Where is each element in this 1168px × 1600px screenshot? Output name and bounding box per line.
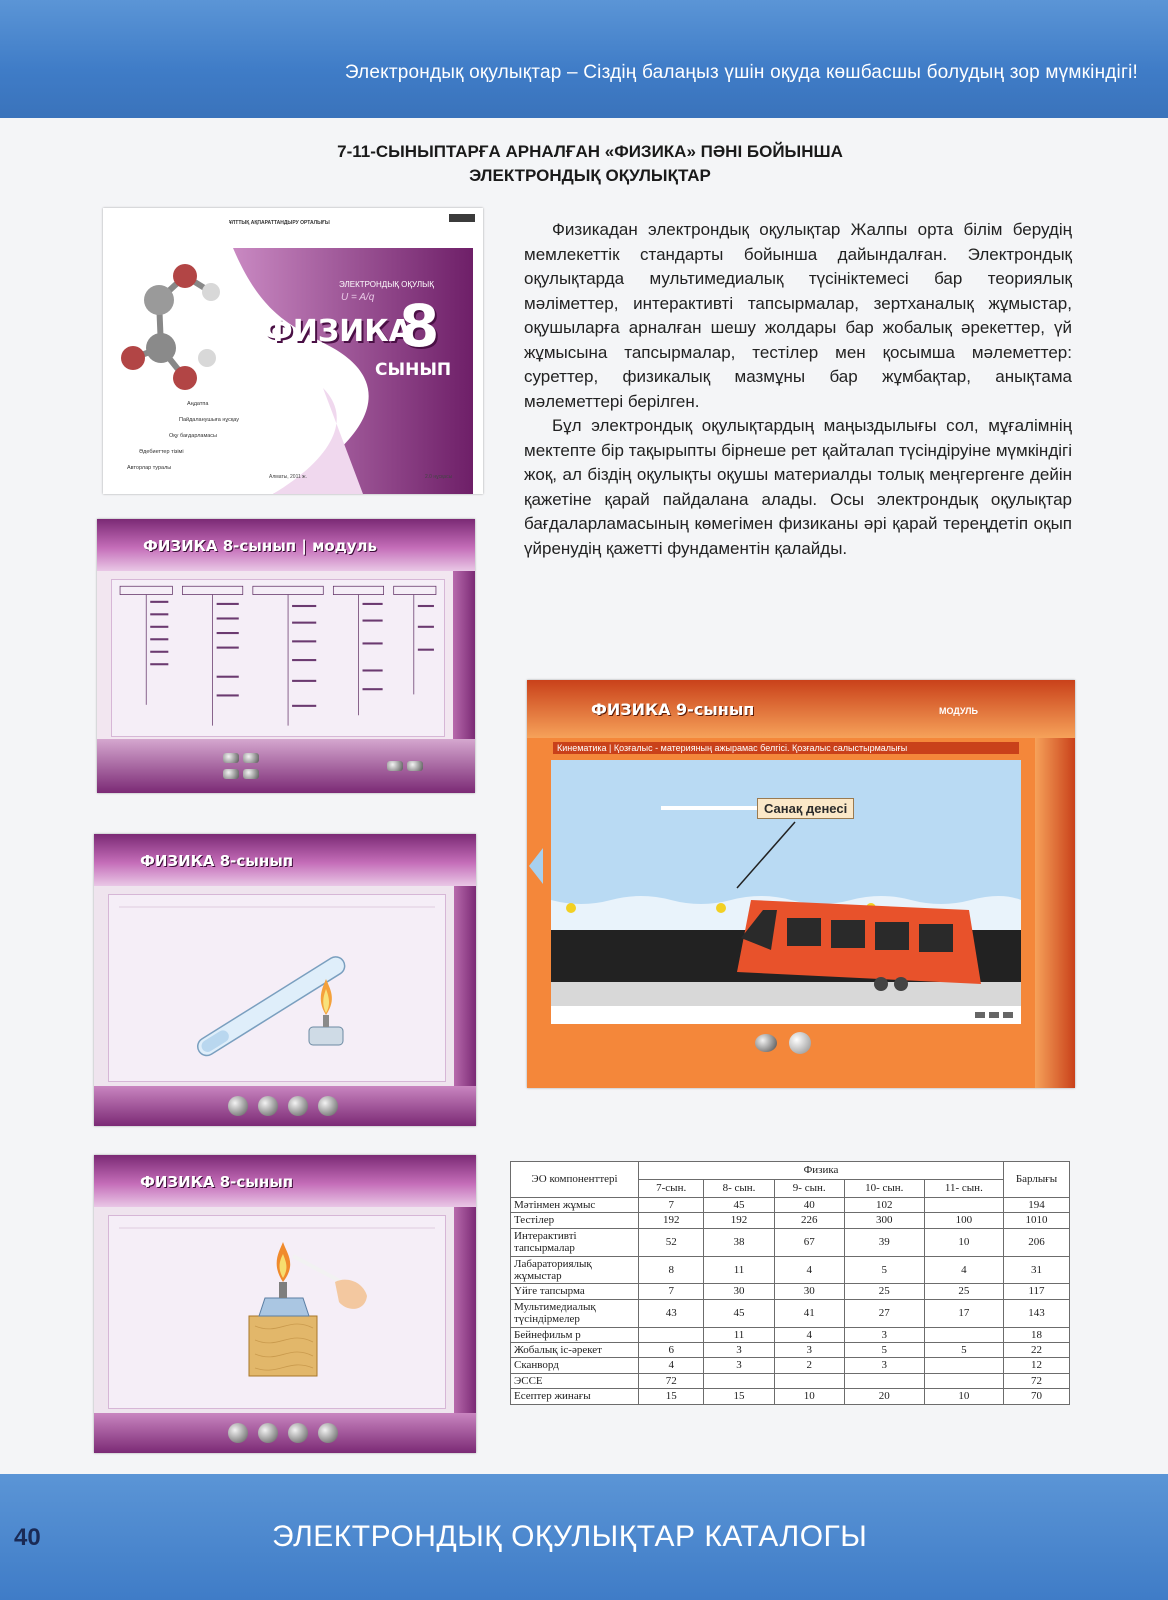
nav-button[interactable]: [387, 761, 403, 771]
col-header-group: Физика: [639, 1162, 1004, 1180]
table-row: [511, 1299, 1070, 1327]
component-name: ЭССЕ: [511, 1373, 639, 1388]
components-table-wrap: [510, 1161, 1070, 1405]
grade-header: 8- сын.: [704, 1180, 774, 1198]
page-title-line-2: ЭЛЕКТРОНДЫҚ ОҚУЛЫҚТАР: [469, 166, 711, 185]
description-paragraph: Бұл электрондық оқулықтардың маңыздылығы сол, мұғалімнің мектепте бір тақырыпты бірнеше рет қайталап түсіндіруіне мүмкіндігі жоқ, ал біздің оқулықты оқушы материалды толық меңгергенге дейін қажетіне қарай пайдалана алады. Осы электрондық оқулықтар бағдаларламасының көмегімен физиканы әрі қарай тереңдетіп оқып үйренудің қажетті фундаментін қалайды.: [524, 416, 1072, 558]
nav-button[interactable]: [407, 761, 423, 771]
count-cell: 7: [639, 1198, 704, 1213]
cover-menu-item[interactable]: Пайдаланушыға нұсқау: [179, 417, 240, 423]
table-row: [511, 1373, 1070, 1388]
count-cell: 226: [774, 1213, 844, 1228]
total-cell: 206: [1004, 1228, 1070, 1256]
count-cell: 192: [704, 1213, 774, 1228]
train-screenshot: [527, 680, 1075, 1088]
count-cell: 25: [844, 1284, 924, 1299]
total-cell: 1010: [1004, 1213, 1070, 1228]
table-row: [511, 1358, 1070, 1373]
count-cell: 5: [844, 1256, 924, 1284]
cover-version: 2.0 нұсқасы: [425, 474, 453, 480]
total-cell: 143: [1004, 1299, 1070, 1327]
film-icon[interactable]: [228, 1423, 248, 1443]
count-cell: 2: [774, 1358, 844, 1373]
cover-city: Алматы, 2011 ж.: [269, 474, 307, 480]
count-cell: [924, 1327, 1003, 1342]
film-icon[interactable]: [755, 1034, 777, 1052]
count-cell: 10: [924, 1389, 1003, 1404]
table-row: [511, 1343, 1070, 1358]
nav-button[interactable]: [223, 753, 239, 763]
total-cell: 72: [1004, 1373, 1070, 1388]
page-title-line-1: 7-11-СЫНЫПТАРҒА АРНАЛҒАН «ФИЗИКА» ПӘНІ БОЙЫНША: [337, 142, 843, 161]
table-row: [511, 1389, 1070, 1404]
component-name: Бейнефильм р: [511, 1327, 639, 1342]
component-name: Мультимедиалық түсіндірмелер: [511, 1299, 639, 1327]
count-cell: 300: [844, 1213, 924, 1228]
test-tube-screenshot: [94, 834, 476, 1126]
count-cell: 38: [704, 1228, 774, 1256]
slogan: Электрондық оқулықтар – Сіздің балаңыз үшін оқуда көшбасшы болудың зор мүмкіндігі!: [344, 62, 1138, 83]
top-banner: [0, 0, 1168, 118]
count-cell: 72: [639, 1373, 704, 1388]
cover-label: ЭЛЕКТРОНДЫҚ ОҚУЛЫҚ: [339, 280, 434, 289]
page-title: [240, 140, 940, 188]
lab-icon[interactable]: [318, 1423, 338, 1443]
table-row: [511, 1284, 1070, 1299]
cover-grade-number: 8: [399, 292, 440, 360]
count-cell: 30: [774, 1284, 844, 1299]
count-cell: 3: [844, 1358, 924, 1373]
train-callout: Санақ денесі: [757, 798, 854, 819]
film-icon[interactable]: [228, 1096, 248, 1116]
component-name: Сканворд: [511, 1358, 639, 1373]
count-cell: 5: [844, 1343, 924, 1358]
col-header-component: ЭО компоненттері: [511, 1162, 639, 1198]
count-cell: [704, 1373, 774, 1388]
component-name: Есептер жинағы: [511, 1389, 639, 1404]
burner-title: ФИЗИКА 8-сынып: [140, 1173, 294, 1191]
magnifier-icon[interactable]: [789, 1032, 811, 1054]
component-name: Тестілер: [511, 1213, 639, 1228]
grade-header: 9- сын.: [774, 1180, 844, 1198]
module-title: ФИЗИКА 8-сынып | модуль: [143, 537, 377, 555]
train-prev-arrow[interactable]: [529, 848, 543, 884]
count-cell: 3: [774, 1343, 844, 1358]
count-cell: [639, 1327, 704, 1342]
cover-screenshot: [103, 208, 483, 494]
component-name: Үйге тапсырма: [511, 1284, 639, 1299]
count-cell: 100: [924, 1213, 1003, 1228]
table-body: [511, 1198, 1070, 1405]
cover-menu-item[interactable]: Авторлар туралы: [127, 465, 172, 471]
count-cell: 25: [924, 1284, 1003, 1299]
count-cell: 39: [844, 1228, 924, 1256]
train-right-sidebar: [1035, 738, 1075, 1088]
count-cell: 102: [844, 1198, 924, 1213]
total-cell: 117: [1004, 1284, 1070, 1299]
module-screenshot: [97, 519, 475, 793]
total-cell: 12: [1004, 1358, 1070, 1373]
magnifier-icon[interactable]: [258, 1096, 278, 1116]
count-cell: 5: [924, 1343, 1003, 1358]
count-cell: [924, 1358, 1003, 1373]
burner-panel: [108, 1215, 446, 1409]
count-cell: [924, 1373, 1003, 1388]
count-cell: 4: [774, 1256, 844, 1284]
train-title: ФИЗИКА 9-сынып: [591, 700, 755, 719]
test-tube-illustration: [109, 895, 445, 1081]
cover-menu-item[interactable]: Оқу бағдарламасы: [169, 433, 218, 439]
component-name: Жобалық іс-әрекет: [511, 1343, 639, 1358]
count-cell: 27: [844, 1299, 924, 1327]
module-panel: [111, 579, 445, 737]
cover-menu-item[interactable]: Әдебиеттер тізімі: [139, 449, 184, 455]
count-cell: 15: [639, 1389, 704, 1404]
count-cell: 8: [639, 1256, 704, 1284]
train-module-label: МОДУЛЬ: [939, 706, 978, 716]
count-cell: 67: [774, 1228, 844, 1256]
count-cell: 10: [924, 1228, 1003, 1256]
module-footer: [97, 739, 475, 793]
count-cell: 40: [774, 1198, 844, 1213]
total-cell: 194: [1004, 1198, 1070, 1213]
count-cell: 43: [639, 1299, 704, 1327]
burner-illustration: [109, 1216, 445, 1408]
page-number: 40: [14, 1524, 41, 1551]
component-name: Мәтінмен жұмыс: [511, 1198, 639, 1213]
count-cell: 7: [639, 1284, 704, 1299]
catalog-title: ЭЛЕКТРОНДЫҚ ОҚУЛЫҚТАР КАТАЛОГЫ: [272, 1520, 868, 1553]
component-name: Интерактивті тапсырмалар: [511, 1228, 639, 1256]
cover-formula: U = A/q: [341, 292, 375, 303]
tools-icon[interactable]: [288, 1423, 308, 1443]
count-cell: [844, 1373, 924, 1388]
total-cell: 31: [1004, 1256, 1070, 1284]
magnifier-icon[interactable]: [258, 1423, 278, 1443]
tube-footer: [94, 1086, 476, 1126]
table-row: [511, 1198, 1070, 1213]
count-cell: [924, 1198, 1003, 1213]
train-breadcrumb: Кинематика | Қозғалыс - материяның ажырамас белгісі. Қозғалыс салыстырмалығы: [553, 742, 1019, 754]
count-cell: 15: [704, 1389, 774, 1404]
count-cell: 20: [844, 1389, 924, 1404]
count-cell: 3: [844, 1327, 924, 1342]
cover-menu: [127, 396, 240, 476]
nav-button[interactable]: [223, 769, 239, 779]
count-cell: 4: [774, 1327, 844, 1342]
count-cell: 17: [924, 1299, 1003, 1327]
count-cell: 10: [774, 1389, 844, 1404]
burner-screenshot: [94, 1155, 476, 1453]
count-cell: [774, 1373, 844, 1388]
grade-header: 11- сын.: [924, 1180, 1003, 1198]
count-cell: 6: [639, 1343, 704, 1358]
table-row: [511, 1213, 1070, 1228]
component-name: Лабараториялық жұмыстар: [511, 1256, 639, 1284]
bottom-banner: [0, 1474, 1168, 1600]
cover-center: ҰЛТТЫҚ АҚПАРАТТАНДЫРУ ОРТАЛЫҒЫ: [229, 220, 330, 226]
grade-header: 7-сын.: [639, 1180, 704, 1198]
count-cell: 45: [704, 1198, 774, 1213]
table-row: [511, 1256, 1070, 1284]
cover-subject: ФИЗИКА: [263, 314, 413, 349]
count-cell: 3: [704, 1358, 774, 1373]
total-cell: 70: [1004, 1389, 1070, 1404]
lab-icon[interactable]: [318, 1096, 338, 1116]
table-row: [511, 1228, 1070, 1256]
burner-footer: [94, 1413, 476, 1453]
count-cell: 52: [639, 1228, 704, 1256]
nav-button[interactable]: [243, 769, 259, 779]
table-row: [511, 1327, 1070, 1342]
cover-menu-item[interactable]: Аңдатпа: [187, 401, 209, 407]
grade-header: 10- сын.: [844, 1180, 924, 1198]
description-paragraph: Физикадан электрондық оқулықтар Жалпы орта білім берудің мемлекеттік стандарты бойынша дайындалған. Электрондық оқулықтарда мультимедиалық түсініктемесі бар теориялық мәліметтер, интерактивті тапсырмалар, зертханалық жұмыстар, оқушыларға арналған шешу жолдары бар жобалық әрекеттер, үй жұмысына тапсырмалар, тестілер мен қосымша мәлеметтер: суреттер, физикалық мазмұны бар жұмбақтар, анықтама мәлеметтері берілген.: [524, 220, 1072, 411]
count-cell: 3: [704, 1343, 774, 1358]
count-cell: 45: [704, 1299, 774, 1327]
count-cell: 4: [639, 1358, 704, 1373]
count-cell: 30: [704, 1284, 774, 1299]
count-cell: 192: [639, 1213, 704, 1228]
total-cell: 18: [1004, 1327, 1070, 1342]
description-text: [524, 218, 1072, 561]
cover-grade-word: СЫНЫП: [375, 360, 452, 380]
tools-icon[interactable]: [288, 1096, 308, 1116]
count-cell: 11: [704, 1256, 774, 1284]
module-tree-diagram: [112, 580, 444, 736]
nav-button[interactable]: [243, 753, 259, 763]
count-cell: 4: [924, 1256, 1003, 1284]
total-cell: 22: [1004, 1343, 1070, 1358]
count-cell: 11: [704, 1327, 774, 1342]
train-scene: [551, 760, 1021, 1024]
count-cell: 41: [774, 1299, 844, 1327]
col-header-total: Барлығы: [1004, 1162, 1070, 1198]
components-table: [510, 1161, 1070, 1405]
tube-panel: [108, 894, 446, 1082]
tube-title: ФИЗИКА 8-сынып: [140, 852, 294, 870]
